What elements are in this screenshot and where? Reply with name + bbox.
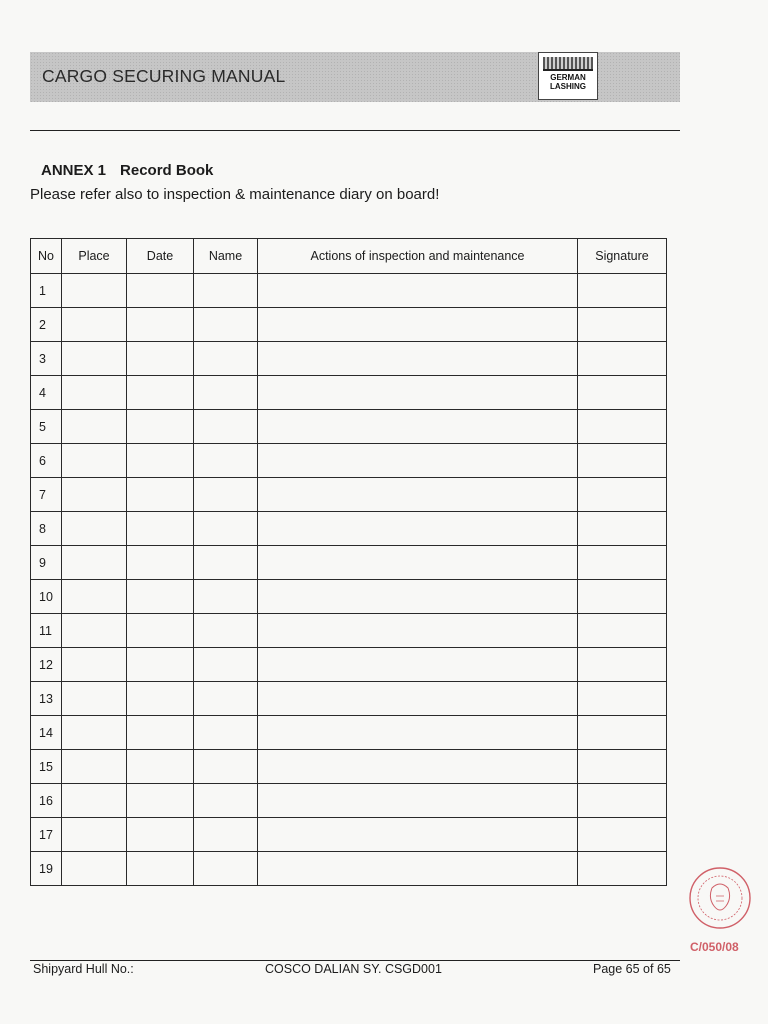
name-cell[interactable] (194, 648, 258, 682)
logo-line-1: GERMAN (550, 73, 586, 82)
row-number-cell: 4 (31, 376, 62, 410)
actions-cell[interactable] (258, 410, 578, 444)
signature-cell[interactable] (578, 512, 667, 546)
name-cell[interactable] (194, 614, 258, 648)
actions-cell[interactable] (258, 716, 578, 750)
row-number-cell: 1 (31, 274, 62, 308)
date-cell[interactable] (127, 614, 194, 648)
col-header-name: Name (194, 239, 258, 274)
row-number-cell: 12 (31, 648, 62, 682)
logo-line-2: LASHING (550, 82, 586, 91)
place-cell[interactable] (62, 716, 127, 750)
col-header-place: Place (62, 239, 127, 274)
row-number-cell: 3 (31, 342, 62, 376)
row-number-cell: 13 (31, 682, 62, 716)
row-number-cell: 10 (31, 580, 62, 614)
place-cell[interactable] (62, 342, 127, 376)
name-cell[interactable] (194, 852, 258, 886)
actions-cell[interactable] (258, 376, 578, 410)
date-cell[interactable] (127, 818, 194, 852)
place-cell[interactable] (62, 308, 127, 342)
name-cell[interactable] (194, 818, 258, 852)
row-number-cell: 2 (31, 308, 62, 342)
table-row (31, 818, 667, 852)
signature-cell[interactable] (578, 682, 667, 716)
actions-cell[interactable] (258, 818, 578, 852)
date-cell[interactable] (127, 580, 194, 614)
row-number-cell: 11 (31, 614, 62, 648)
date-cell[interactable] (127, 478, 194, 512)
signature-cell[interactable] (578, 274, 667, 308)
name-cell[interactable] (194, 410, 258, 444)
actions-cell[interactable] (258, 274, 578, 308)
date-cell[interactable] (127, 308, 194, 342)
date-cell[interactable] (127, 648, 194, 682)
row-number-cell: 19 (31, 852, 62, 886)
annex-title: Record Book (120, 162, 214, 179)
row-number-cell: 7 (31, 478, 62, 512)
signature-cell[interactable] (578, 342, 667, 376)
date-cell[interactable] (127, 784, 194, 818)
table-row (31, 750, 667, 784)
table-row (31, 478, 667, 512)
signature-cell[interactable] (578, 376, 667, 410)
place-cell[interactable] (62, 648, 127, 682)
actions-cell[interactable] (258, 444, 578, 478)
table-row (31, 376, 667, 410)
signature-cell[interactable] (578, 410, 667, 444)
place-cell[interactable] (62, 614, 127, 648)
col-header-actions: Actions of inspection and maintenance (258, 239, 578, 274)
german-lashing-logo (538, 52, 598, 100)
footer-page-number: Page 65 of 65 (593, 962, 671, 976)
actions-cell[interactable] (258, 308, 578, 342)
table-row (31, 682, 667, 716)
name-cell[interactable] (194, 716, 258, 750)
col-header-date: Date (127, 239, 194, 274)
place-cell[interactable] (62, 546, 127, 580)
record-book-table (30, 238, 667, 886)
name-cell[interactable] (194, 376, 258, 410)
place-cell[interactable] (62, 784, 127, 818)
table-row (31, 648, 667, 682)
place-cell[interactable] (62, 512, 127, 546)
table-header-row (31, 239, 667, 274)
table-row (31, 784, 667, 818)
date-cell[interactable] (127, 512, 194, 546)
name-cell[interactable] (194, 682, 258, 716)
place-cell[interactable] (62, 852, 127, 886)
actions-cell[interactable] (258, 478, 578, 512)
place-cell[interactable] (62, 376, 127, 410)
row-number-cell: 17 (31, 818, 62, 852)
footer-divider (30, 960, 680, 961)
name-cell[interactable] (194, 274, 258, 308)
date-cell[interactable] (127, 274, 194, 308)
table-row (31, 580, 667, 614)
signature-cell[interactable] (578, 444, 667, 478)
header-divider (30, 130, 680, 131)
actions-cell[interactable] (258, 580, 578, 614)
signature-cell[interactable] (578, 580, 667, 614)
annex-note: Please refer also to inspection & maintenance diary on board! (30, 186, 440, 203)
document-title: CARGO SECURING MANUAL (42, 66, 286, 86)
place-cell[interactable] (62, 444, 127, 478)
signature-cell[interactable] (578, 614, 667, 648)
table-row (31, 342, 667, 376)
date-cell[interactable] (127, 342, 194, 376)
row-number-cell: 8 (31, 512, 62, 546)
signature-cell[interactable] (578, 546, 667, 580)
place-cell[interactable] (62, 580, 127, 614)
name-cell[interactable] (194, 512, 258, 546)
col-header-no: No (31, 239, 62, 274)
name-cell[interactable] (194, 342, 258, 376)
place-cell[interactable] (62, 818, 127, 852)
name-cell[interactable] (194, 444, 258, 478)
date-cell[interactable] (127, 716, 194, 750)
table-row (31, 512, 667, 546)
actions-cell[interactable] (258, 648, 578, 682)
signature-cell[interactable] (578, 852, 667, 886)
row-number-cell: 5 (31, 410, 62, 444)
name-cell[interactable] (194, 750, 258, 784)
table-row (31, 614, 667, 648)
actions-cell[interactable] (258, 614, 578, 648)
table-row (31, 274, 667, 308)
table-row (31, 308, 667, 342)
annex-heading (41, 162, 213, 179)
name-cell[interactable] (194, 546, 258, 580)
table-row (31, 716, 667, 750)
signature-cell[interactable] (578, 818, 667, 852)
date-cell[interactable] (127, 852, 194, 886)
signature-cell[interactable] (578, 716, 667, 750)
actions-cell[interactable] (258, 342, 578, 376)
place-cell[interactable] (62, 410, 127, 444)
actions-cell[interactable] (258, 750, 578, 784)
date-cell[interactable] (127, 546, 194, 580)
actions-cell[interactable] (258, 682, 578, 716)
stamp-code: C/050/08 (690, 940, 739, 954)
date-cell[interactable] (127, 410, 194, 444)
annex-label: ANNEX 1 (41, 162, 107, 179)
date-cell[interactable] (127, 376, 194, 410)
place-cell[interactable] (62, 274, 127, 308)
place-cell[interactable] (62, 682, 127, 716)
header-bar (30, 52, 680, 102)
place-cell[interactable] (62, 750, 127, 784)
actions-cell[interactable] (258, 512, 578, 546)
row-number-cell: 14 (31, 716, 62, 750)
signature-cell[interactable] (578, 478, 667, 512)
date-cell[interactable] (127, 682, 194, 716)
date-cell[interactable] (127, 750, 194, 784)
table-row (31, 546, 667, 580)
row-number-cell: 15 (31, 750, 62, 784)
row-number-cell: 9 (31, 546, 62, 580)
footer-document-code: COSCO DALIAN SY. CSGD001 (265, 962, 442, 976)
table-row (31, 852, 667, 886)
signature-cell[interactable] (578, 750, 667, 784)
signature-cell[interactable] (578, 784, 667, 818)
signature-cell[interactable] (578, 648, 667, 682)
name-cell[interactable] (194, 308, 258, 342)
table-row (31, 444, 667, 478)
actions-cell[interactable] (258, 546, 578, 580)
actions-cell[interactable] (258, 852, 578, 886)
name-cell[interactable] (194, 580, 258, 614)
signature-cell[interactable] (578, 308, 667, 342)
actions-cell[interactable] (258, 784, 578, 818)
col-header-signature: Signature (578, 239, 667, 274)
table-row (31, 410, 667, 444)
place-cell[interactable] (62, 478, 127, 512)
name-cell[interactable] (194, 784, 258, 818)
row-number-cell: 6 (31, 444, 62, 478)
name-cell[interactable] (194, 478, 258, 512)
approval-stamp (688, 866, 752, 930)
date-cell[interactable] (127, 444, 194, 478)
ship-icon (543, 57, 593, 71)
footer-hull-number: Shipyard Hull No.: (33, 962, 134, 976)
row-number-cell: 16 (31, 784, 62, 818)
